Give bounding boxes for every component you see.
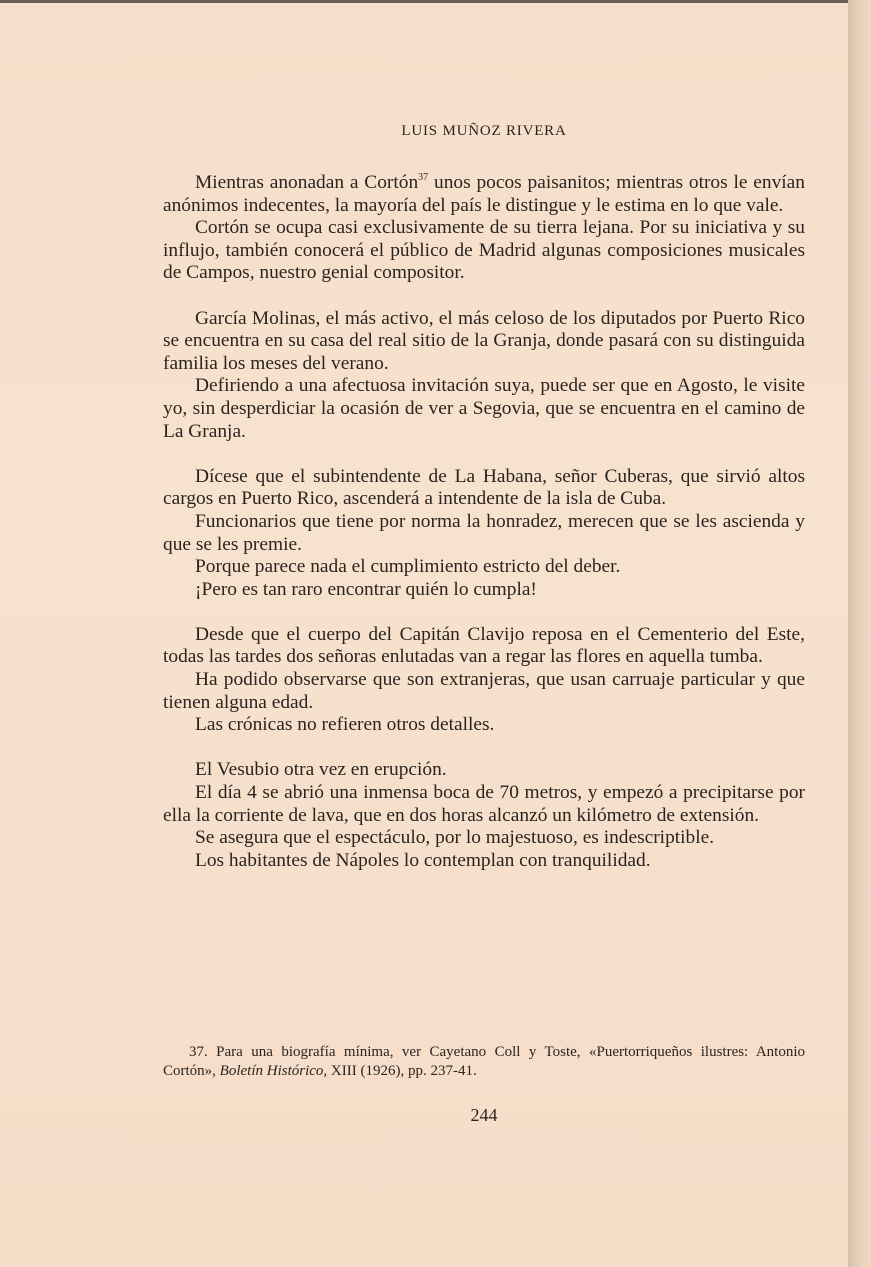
footnote-text: XIII (1926), pp. 237-41.: [327, 1063, 477, 1079]
paragraph: ¡Pero es tan raro encontrar quién lo cumpla!: [195, 578, 537, 600]
section-break: [163, 737, 805, 760]
paragraph: Defiriendo a una afectuosa invitación suya, puede ser que en Agosto, le visite yo, sin desperdiciar la ocasión de ver a Segovia, que se encuentra en el camino de La Granja.: [163, 375, 805, 442]
footnote-journal-title: Boletín Histórico,: [219, 1063, 328, 1079]
footnote: [163, 1043, 805, 1081]
paragraph-text: Mientras anonadan a Cortón: [195, 172, 419, 193]
paragraph: El Vesubio otra vez en erupción.: [195, 759, 447, 781]
section-break: [163, 601, 805, 624]
body-text: [163, 167, 805, 872]
paragraph: Porque parece nada el cumplimiento estricto del deber.: [195, 556, 621, 578]
paragraph: Se asegura que el espectáculo, por lo majestuoso, es indescriptible.: [195, 827, 715, 849]
paragraph: Las crónicas no refieren otros detalles.: [195, 714, 495, 736]
paragraph-text: unos pocos paisanitos; mientras otros le envían anónimos indecentes, la mayoría del país le distingue y le estima en lo que vale.: [163, 172, 805, 216]
section-break: [163, 443, 805, 466]
page-edge-shadow: [848, 0, 871, 1267]
paragraph: Los habitantes de Nápoles lo contemplan con tranquilidad.: [195, 849, 651, 871]
paragraph: Funcionarios que tiene por norma la honradez, merecen que se les ascienda y que se les premie.: [163, 510, 805, 555]
footnote-reference[interactable]: 37: [418, 172, 429, 183]
page-number: 244: [470, 1105, 498, 1125]
paragraph: [163, 167, 805, 217]
running-head: LUIS MUÑOZ RIVERA: [401, 123, 567, 139]
paragraph: Cortón se ocupa casi exclusivamente de su tierra lejana. Por su iniciativa y su influjo, también conocerá el público de Madrid algunas composiciones musicales de Campos, nuestro genial compositor.: [163, 217, 805, 284]
section-break: [163, 285, 805, 308]
paragraph: El día 4 se abrió una inmensa boca de 70 metros, y empezó a precipitarse por ella la corriente de lava, que en dos horas alcanzó un kilómetro de extensión.: [163, 782, 805, 826]
paragraph: Desde que el cuerpo del Capitán Clavijo reposa en el Cementerio del Este, todas las tardes dos señoras enlutadas van a regar las flores en aquella tumba.: [163, 623, 805, 668]
paragraph: García Molinas, el más activo, el más celoso de los diputados por Puerto Rico se encuentra en su casa del real sitio de la Granja, donde pasará con su distinguida familia los meses del verano.: [163, 307, 805, 374]
paragraph: Ha podido observarse que son extranjeras, que usan carruaje particular y que tienen alguna edad.: [163, 669, 805, 713]
paragraph: Dícese que el subintendente de La Habana, señor Cuberas, que sirvió altos cargos en Puerto Rico, ascenderá a intendente de la isla de Cuba.: [163, 465, 805, 510]
footnote-text: 37. Para una biografía mínima, ver Cayetano Coll y Toste, «Puertorriqueños ilustres: Antonio Cortón»,: [163, 1044, 805, 1079]
